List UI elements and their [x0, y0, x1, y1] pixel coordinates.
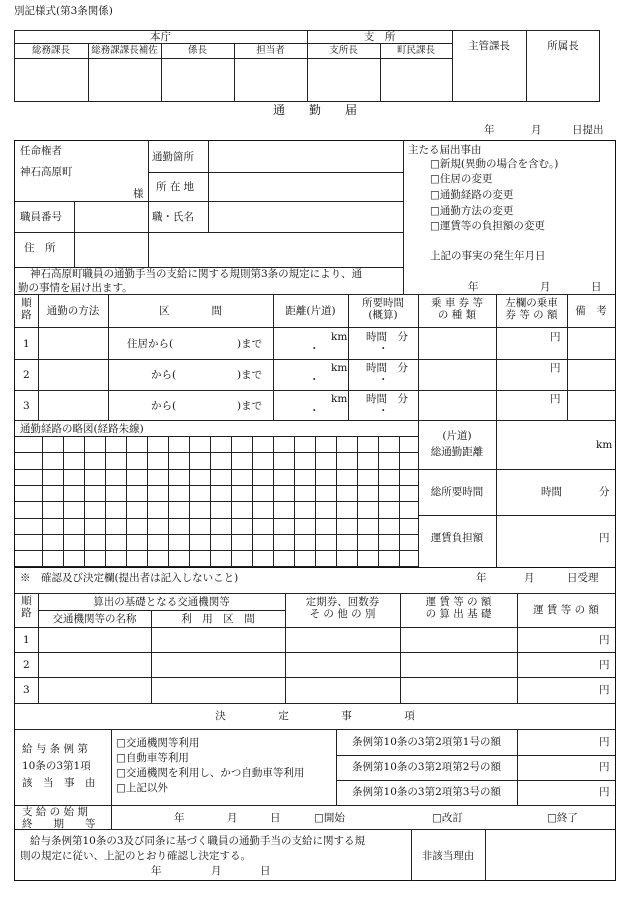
amount-item-unit: 円 [599, 761, 610, 773]
jusho-label: 住 所 [24, 242, 56, 254]
route-from: から( [151, 400, 177, 412]
submit-month: 月 [531, 124, 542, 136]
route-km-dot: ・ [309, 343, 320, 355]
confirm-header-basis: 算出の基礎となる交通機関等 [93, 596, 230, 608]
start-end-label: 終 期 等 [22, 818, 96, 830]
confirm-header-no: 順 路 [21, 595, 32, 620]
map-grid-line [15, 501, 418, 502]
occurrence-month: 月 [540, 281, 551, 293]
route-km-dot: ・ [309, 374, 320, 386]
route-header-distance: 距離(片道) [285, 305, 336, 317]
route-fare-unit: 円 [550, 362, 561, 374]
final-day: 日 [260, 865, 271, 877]
shokuin-bango-label: 職員番号 [20, 211, 62, 223]
occurrence-year: 年 [468, 281, 479, 293]
start-end-day: 日 [270, 812, 281, 824]
salary-option[interactable]: □交通機関を利用し、かつ自動車等利用 [116, 767, 305, 779]
route-km-dot: ・ [309, 405, 320, 417]
confirm-month: 月 [524, 572, 535, 584]
route-time-dot: ・ [378, 343, 389, 355]
shoku-shimei-field[interactable] [209, 202, 402, 231]
confirm-header-calc: 運 賃 等 の 額 の 算 出 基 礎 [425, 596, 492, 621]
jusho-field[interactable] [75, 233, 402, 266]
start-option[interactable]: □開始 [314, 812, 345, 824]
map-grid-line [15, 436, 418, 437]
shozoku-label: 所属長 [547, 40, 579, 52]
shokuin-bango-field[interactable] [75, 202, 147, 231]
route-km-unit: km [331, 331, 348, 343]
shoku-shimei-label: 職・氏名 [152, 211, 194, 223]
route-header-no: 順 路 [21, 297, 32, 322]
salary-reason-label: 10条の3第1項 [22, 760, 91, 772]
map-grid-line [15, 534, 418, 535]
approval-col-label: 町民課長 [396, 45, 435, 56]
final-text-line: 給与条例第10条の3及び同条に基づく職員の通勤手当の支給に関する規 [30, 835, 366, 847]
route-time-unit: 時間 分 [366, 331, 408, 343]
form-title: 通 勤 届 [272, 103, 357, 117]
final-text-line: 則の規定に従い、上記のとおり確認し決定する。 [20, 850, 251, 862]
confirm-row-unit: 円 [599, 684, 610, 696]
salary-reason-label: 給 与 条 例 第 [22, 743, 88, 755]
summary-distance-unit: km [596, 439, 613, 451]
reason-heading: 主たる届出事由 [408, 144, 482, 156]
route-time-unit: 時間 分 [366, 393, 408, 405]
reason-option[interactable]: □新規(異動の場合を含む。) [430, 158, 559, 170]
sama-label: 様 [133, 188, 144, 200]
start-end-month: 月 [227, 812, 238, 824]
shisho-label: 支 所 [363, 31, 396, 43]
salary-option[interactable]: □上記以外 [116, 782, 168, 794]
hi-gaitou-field[interactable] [486, 830, 615, 880]
route-row-no: 2 [23, 369, 30, 381]
confirm-label: ※ 確認及び決定欄(提出者は記入しないこと) [20, 572, 239, 584]
approval-col-label: 係長 [187, 45, 207, 56]
reason-option[interactable]: □通勤経路の変更 [430, 189, 514, 201]
route-header-ticket-type: 乗 車 券 等 の 種 類 [430, 297, 483, 322]
summary-fare-label: 運賃負担額 [430, 532, 484, 544]
confirm-year: 年 [476, 572, 487, 584]
confirm-header-amount: 運 賃 等 の 額 [533, 604, 599, 616]
route-header-time: 所要時間 (概算) [362, 297, 404, 322]
amount-item-unit: 円 [599, 736, 610, 748]
confirm-row-no: 2 [23, 659, 30, 671]
approval-col-label: 担当者 [256, 45, 285, 56]
salary-reason-label: 該 当 事 由 [22, 777, 96, 789]
route-time-dot: ・ [378, 374, 389, 386]
final-year: 年 [151, 865, 162, 877]
form-number-label: 別記様式(第3条関係) [14, 5, 113, 17]
map-grid-line [15, 485, 418, 486]
submit-day: 日提出 [572, 124, 604, 136]
kinmusho-label: 通勤箇所 [152, 151, 194, 163]
salary-option[interactable]: □自動車等利用 [116, 752, 189, 764]
route-from: から( [151, 369, 177, 381]
map-label: 通勤経路の略図(経路朱線) [20, 423, 144, 435]
route-row-no: 3 [23, 400, 30, 412]
route-row-no: 1 [23, 338, 30, 350]
confirm-header-agency: 交通機関等の名称 [52, 613, 137, 625]
kinmusho-field[interactable] [209, 142, 402, 171]
amount-item-unit: 円 [599, 786, 610, 798]
occurrence-date-label: 上記の事実の発生年月日 [430, 250, 546, 262]
occurrence-day: 日 [591, 281, 602, 293]
shozaichi-label: 所 在 地 [156, 181, 195, 193]
confirm-header-section: 利 用 区 間 [181, 613, 255, 625]
submit-year: 年 [484, 124, 495, 136]
route-header-remarks: 備 考 [575, 305, 607, 317]
honcho-label: 本庁 [150, 31, 171, 43]
confirm-row-no: 3 [23, 684, 30, 696]
route-km-unit: km [331, 362, 348, 374]
confirm-row-unit: 円 [599, 634, 610, 646]
confirm-row-unit: 円 [599, 659, 610, 671]
final-month: 月 [211, 865, 222, 877]
revise-option[interactable]: □改訂 [432, 812, 463, 824]
summary-fare-unit: 円 [599, 532, 610, 544]
map-grid-line [15, 550, 418, 551]
reason-option[interactable]: □住居の変更 [430, 173, 493, 185]
ninmei-label: 任命権者 [20, 145, 62, 157]
shozaichi-field[interactable] [209, 173, 402, 200]
summary-time-hour: 時間 [541, 486, 562, 498]
ninmei-value: 神石高原町 [20, 166, 73, 178]
summary-distance-label: (片道) [442, 430, 472, 442]
summary-time-label: 総所要時間 [430, 486, 484, 498]
declaration-line: 勤の事情を届け出ます。 [18, 282, 133, 294]
reason-option[interactable]: □通勤方法の変更 [430, 205, 514, 217]
route-time-dot: ・ [378, 405, 389, 417]
summary-time-min: 分 [599, 486, 610, 498]
approval-col-label: 支所長 [329, 45, 358, 56]
decision-label: 決 定 事 項 [215, 710, 415, 722]
route-header-method: 通勤の方法 [46, 305, 100, 317]
route-km-unit: km [331, 393, 348, 405]
route-from: 住居から( [127, 338, 174, 350]
amount-item-label: 条例第10条の3第2項第1号の額 [352, 736, 501, 748]
route-header-fare: 左欄の乗車 券 等 の 額 [505, 297, 558, 322]
start-end-label: 支 給 の 始 期 [22, 806, 88, 818]
summary-distance-label: 総通勤距離 [430, 446, 484, 458]
confirm-row-no: 1 [23, 634, 30, 646]
route-header-section: 区 間 [159, 305, 222, 317]
start-end-year: 年 [174, 812, 185, 824]
route-time-unit: 時間 分 [366, 362, 408, 374]
amount-item-label: 条例第10条の3第2項第3号の額 [352, 786, 501, 798]
end-option[interactable]: □終了 [547, 812, 578, 824]
route-fare-unit: 円 [550, 393, 561, 405]
confirm-header-pass: 定期券、回数券 そ の 他 の 別 [305, 596, 380, 621]
hi-gaitou-label: 非該当理由 [421, 850, 475, 862]
approval-col-label: 総務課長 [31, 45, 70, 56]
map-grid-line [15, 518, 418, 519]
reason-option[interactable]: □運賃等の負担額の変更 [430, 220, 545, 232]
route-to: )まで [237, 369, 263, 381]
map-grid-line [15, 452, 418, 453]
declaration-line: 神石高原町職員の通勤手当の支給に関する規則第3条の規定により、通 [30, 268, 363, 280]
confirm-day: 日受理 [567, 572, 599, 584]
shukan-label: 主管課長 [468, 40, 510, 52]
amount-item-label: 条例第10条の3第2項第2号の額 [352, 761, 501, 773]
map-grid-line [15, 469, 418, 470]
approval-col-label: 総務課課長補佐 [91, 45, 158, 56]
salary-option[interactable]: □交通機関等利用 [116, 737, 200, 749]
route-fare-unit: 円 [550, 331, 561, 343]
route-to: )まで [237, 400, 263, 412]
route-to: )まで [237, 338, 263, 350]
